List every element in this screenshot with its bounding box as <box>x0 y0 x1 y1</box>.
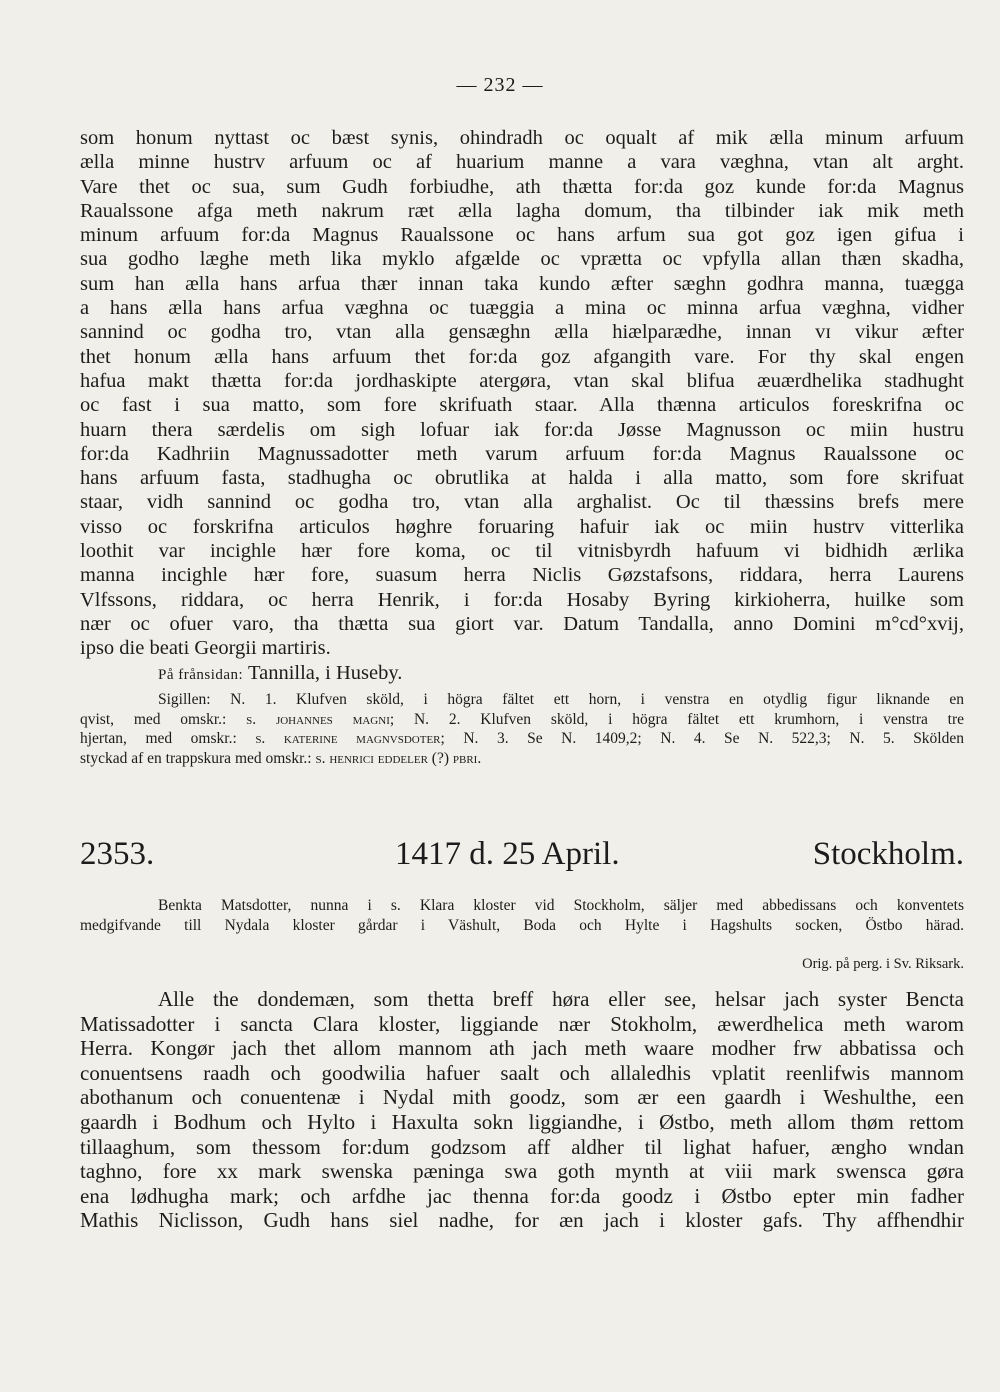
letter-text <box>80 987 964 1233</box>
seals-note <box>80 690 964 769</box>
text-line: minum arfuum for:da Magnus Raualssone oc hans arfum sua got goz igen gifua i <box>80 224 964 247</box>
letter-line: tillaaghum, som thessom for:dum godzsom aff aldher til lighat hafuer, ængho wndan <box>80 1134 964 1159</box>
letter-line: gaardh i Bodhum och Hylto i Haxulta sokn liggiandhe, i Østbo, meth allom thøm rettom <box>80 1109 964 1134</box>
entry-date: 1417 d. 25 April. <box>395 836 620 872</box>
continued-charter-text <box>80 126 964 769</box>
text-line: huarn thera særdelis om sigh lofuar iak for:da Jøsse Magnusson oc miin hustru <box>80 418 964 441</box>
seals-label: Sigillen: <box>158 690 211 708</box>
seals-note-line: Sigillen: N. 1. Klufven sköld, i högra fältet ett horn, i venstra en otydlig figur liknande en <box>158 690 964 708</box>
summary-line: Benkta Matsdotter, nunna i s. Klara kloster vid Stockholm, säljer med abbedissans och konventets <box>158 897 964 914</box>
text-line: ipso die beati Georgii martiris. <box>80 637 331 660</box>
endorsement-label: På frånsidan: <box>158 666 244 683</box>
letter-line: abothanum och conuentenæ i Nydal mith goodz, som ær een gaardh i Weshulthe, een <box>80 1085 964 1110</box>
source-note: Orig. på perg. i Sv. Riksark. <box>802 956 964 972</box>
text-line: loothit var incighle hær fore koma, oc til vitnisbyrdh hafuum vi bidhidh ærlika <box>80 540 964 563</box>
text-line: sannind oc godha tro, vtan alla gensæghn ælla hiælparædhe, innan vɪ vikur æfter <box>80 321 964 344</box>
text-line: hans arfuum fasta, stadhugha oc obrutlika at halda i alla matto, som fore skrifuat <box>80 467 964 490</box>
entry-summary <box>80 896 964 936</box>
text-line: a hans ælla hans arfua væghna oc tuæggia a mina oc minna arfua væghna, vidher <box>80 297 964 320</box>
text-line: thet honum ælla hans arfuum thet for:da goz afgangith vare. For thy skal engen <box>80 345 964 368</box>
letter-line: Herra. Kongør jach thet allom mannom ath jach meth waare modher frw abbatissa och <box>80 1036 964 1061</box>
entry-place: Stockholm. <box>812 836 964 872</box>
seals-note-line: hjertan, med omskr.: s. katerine magnvsdoter; N. 3. Se N. 1409,2; N. 4. Se N. 522,3; N. 5. Skölden <box>80 730 964 748</box>
text-line: Raualssone afga meth nakrum ræt ælla lagha domum, tha tilbinder iak mik meth <box>80 199 964 222</box>
text-line: sua godho læghe meth lika myklo afgælde oc vprætta oc vpfylla allan thæn skadha, <box>80 248 964 271</box>
letter-line: Alle the dondemæn, som thetta breff høra eller see, helsar jach syster Bencta <box>158 987 964 1011</box>
letter-line: ena lødhugha mark; och arfdhe jac thenna for:da goodz i Østbo epter min fadher <box>80 1183 964 1208</box>
text-line: hafua makt thætta for:da jordhaskipte atergøra, vtan skal blifua æuærdhelika stadhught <box>80 369 964 392</box>
text-line: sum han ælla hans arfua thær innan taka kundo æfter sæghn godhra manna, tuægga <box>80 272 964 295</box>
endorsement-line <box>80 661 964 685</box>
text-line: visso oc forskrifna articulos høghre foruaring hafuir iak oc miin hustrv vitterlika <box>80 515 964 538</box>
text-line: for:da Kadhriin Magnussadotter meth varum arfuum for:da Magnus Raualssone oc <box>80 442 964 465</box>
page-number: — 232 — <box>456 74 544 96</box>
entry-number: 2353. <box>80 836 155 872</box>
letter-line: conuentsens raadh och goodwilia hafuer saalt och allaledhis vplatit reenlifwis mannom <box>80 1060 964 1085</box>
text-line: Vare thet oc sua, sum Gudh forbiudhe, ath thætta for:da goz kunde for:da Magnus <box>80 175 964 198</box>
text-line: ælla minne hustrv arfuum oc af huarium manne a vara væghna, vtan alt arght. <box>80 151 964 174</box>
endorsement-text: Tannilla, i Huseby. <box>248 661 403 684</box>
seals-note-line: styckad af en trappskura med omskr.: s. henrici eddeler (?) pbri. <box>80 750 482 768</box>
text-line: manna incighle hær fore, suasum herra Niclis Gøzstafsons, riddara, herra Laurens <box>80 564 964 587</box>
text-line: Vlfssons, riddara, oc herra Henrik, i for:da Hosaby Byring kirkioherra, huilke som <box>80 588 964 611</box>
entry-heading <box>80 836 964 876</box>
summary-line: medgifvande till Nydala kloster gårdar i Väshult, Boda och Hylte i Hagshults socken, Östbo härad. <box>80 917 964 934</box>
text-line: som honum nyttast oc bæst synis, ohindradh oc oqualt af mik ælla minum arfuum <box>80 127 964 149</box>
text-line: oc fast i sua matto, som fore skrifuath staar. Alla thænna articulos foreskrifna oc <box>80 394 964 417</box>
letter-line: Matissadotter i sancta Clara kloster, liggiande nær Stokholm, æwerdhelica meth warom <box>80 1011 964 1036</box>
text-line: nær oc ofuer varo, tha thætta sua giort var. Datum Tandalla, anno Domini m°cd°xvij, <box>80 612 964 635</box>
seals-note-line: qvist, med omskr.: s. johannes magni; N. 2. Klufven sköld, i högra fältet ett krumhorn, i venstra tre <box>80 710 964 728</box>
text-line: staar, vidh sannind oc godha tro, vtan alla arghalist. Oc til thæssins brefs mere <box>80 491 964 514</box>
letter-line: taghno, fore xx mark swenska pæninga swa goth mynth at viii mark swensca gøra <box>80 1159 964 1184</box>
letter-line: Mathis Niclisson, Gudh hans siel nadhe, for æn jach i kloster gafs. Thy affhendhir <box>80 1208 964 1233</box>
